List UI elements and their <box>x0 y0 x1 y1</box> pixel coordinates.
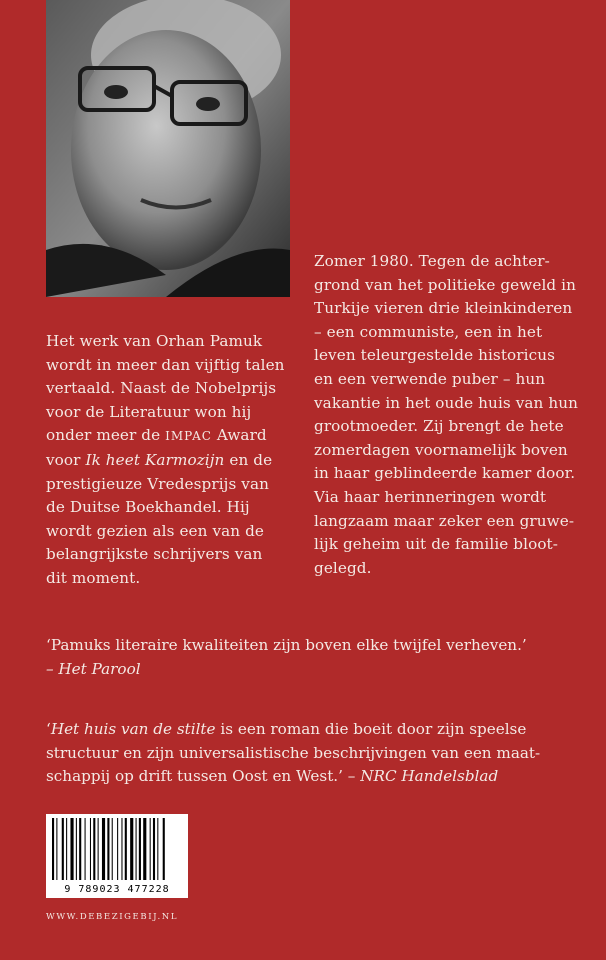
synopsis: Zomer 1980. Tegen de achter- grond van het politieke geweld in Turkije vieren drie kleinkinderen – een communiste, een in het leven teleurgestelde historicus en een verwende puber – hun vakantie in het oude huis van hun grootmoeder. Zij brengt de hete zomerdagen voornamelijk boven in haar geblindeerde kamer door. Via haar herinneringen wordt langzaam maar zeker een gruwe- lijk geheim uit de familie bloot- gelegd. <box>314 252 579 577</box>
impac-label: IMPAC <box>165 429 212 444</box>
author-bio <box>46 330 296 591</box>
bio-text-2: Award voor <box>46 426 267 469</box>
quote-parool-source: – Het Parool <box>46 659 141 678</box>
quote-parool-text: ‘Pamuks literaire kwaliteiten zijn boven elke twijfel verheven.’ <box>46 636 527 654</box>
quote-nrc-open: ‘ <box>46 720 51 738</box>
barcode-bars <box>46 814 188 884</box>
isbn-number: 9 789023 477228 <box>64 884 170 895</box>
quote-nrc-text: is een roman die boeit door zijn speelse structuur en zijn universalistische beschrijvingen van een maat-schappij op drift tussen Oost en West.’ – <box>46 720 541 786</box>
author-portrait-image <box>46 0 290 297</box>
author-photo <box>46 0 290 297</box>
quote-parool <box>46 634 566 681</box>
quote-nrc <box>46 718 566 789</box>
publisher-url: WWW.DEBEZIGEBIJ.NL <box>46 912 179 922</box>
bio-text-3: en de prestigieuze Vredesprijs van de Duitse Boekhandel. Hij wordt gezien als een van de belangrijkste schrijvers van dit moment. <box>46 450 273 587</box>
bio-text-1: Het werk van Orhan Pamuk wordt in meer dan vijftig talen vertaald. Naast de Nobelprijs voor de Literatuur won hij onder meer de <box>46 332 285 445</box>
quote-nrc-book-title: Het huis van de stilte <box>50 720 216 738</box>
quote-nrc-source: NRC Handelsblad <box>360 767 499 786</box>
book-title-karmozijn: Ik heet Karmozijn <box>85 450 225 469</box>
